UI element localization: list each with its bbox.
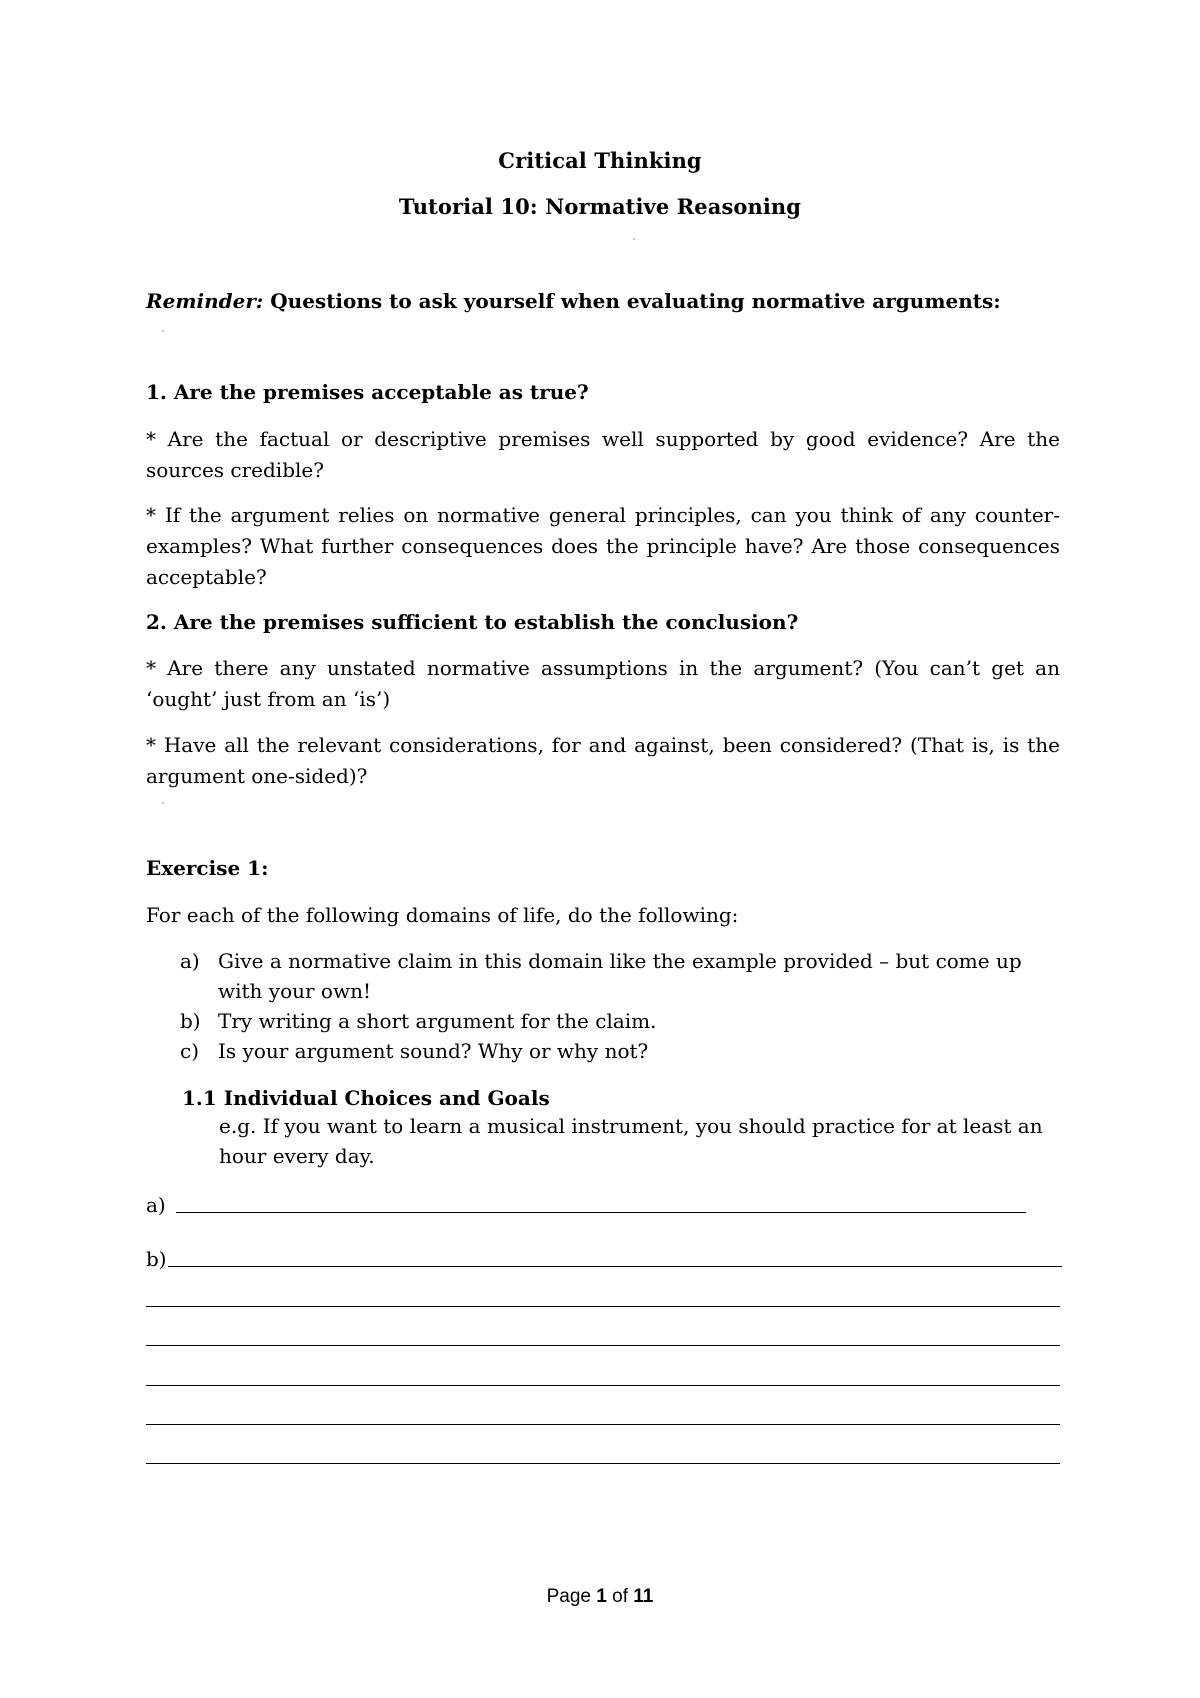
reminder-label: Reminder:	[146, 289, 264, 313]
answer-line[interactable]	[146, 1345, 1060, 1346]
question-2-heading: 2. Are the premises sufficient to establish the conclusion?	[146, 610, 799, 634]
answer-line[interactable]	[146, 1385, 1060, 1386]
reminder-text: Questions to ask yourself when evaluating normative arguments:	[263, 289, 1001, 313]
format-mark	[633, 238, 635, 240]
task-item	[180, 1036, 1060, 1066]
format-mark	[162, 330, 164, 332]
page-word: Page	[546, 1586, 597, 1607]
page-footer	[0, 1586, 1200, 1608]
reminder-line	[146, 286, 1060, 317]
question-2-point-2: * Have all the relevant considerations, for and against, been considered? (That is, is the argument one-sided)?	[146, 733, 1060, 788]
total-page-count: 11	[633, 1586, 654, 1607]
of-word: of	[606, 1586, 634, 1607]
question-2-point-1: * Are there any unstated normative assumptions in the argument? (You can’t get an ‘ought’ just from an ‘is’)	[146, 656, 1060, 711]
question-1-heading: 1. Are the premises acceptable as true?	[146, 380, 589, 404]
task-text: Give a normative claim in this domain like the example provided – but come up with your own!	[218, 949, 1022, 1003]
exercise-intro: For each of the following domains of life, do the following:	[146, 903, 739, 927]
task-label: a)	[180, 949, 200, 973]
answer-b-line[interactable]	[168, 1266, 1062, 1267]
current-page-number: 1	[596, 1586, 607, 1607]
task-text: Try writing a short argument for the claim.	[218, 1009, 657, 1033]
task-text: Is your argument sound? Why or why not?	[218, 1039, 649, 1063]
task-item	[180, 946, 1060, 1006]
task-label: c)	[180, 1039, 200, 1063]
answer-line[interactable]	[146, 1463, 1060, 1464]
format-mark	[162, 802, 164, 804]
answer-line[interactable]	[146, 1306, 1060, 1307]
answer-a-label: a)	[146, 1193, 166, 1217]
task-label: b)	[180, 1009, 201, 1033]
tutorial-title: Tutorial 10: Normative Reasoning	[398, 194, 802, 219]
course-title: Critical Thinking	[498, 148, 702, 173]
answer-a-line[interactable]	[176, 1212, 1026, 1213]
question-1-point-1: * Are the factual or descriptive premises well supported by good evidence? Are the sources credible?	[146, 427, 1060, 482]
answer-line[interactable]	[146, 1424, 1060, 1425]
section-heading: 1.1 Individual Choices and Goals	[182, 1086, 550, 1110]
question-1-point-2: * If the argument relies on normative general principles, can you think of any counter-examples? What further consequences does the principle have? Are those consequences acceptable?	[146, 503, 1060, 589]
answer-b-label: b)	[146, 1247, 167, 1271]
task-item	[180, 1006, 1060, 1036]
section-example: e.g. If you want to learn a musical instrument, you should practice for at least an hour every day.	[219, 1114, 1043, 1168]
exercise-title: Exercise 1:	[146, 856, 269, 880]
